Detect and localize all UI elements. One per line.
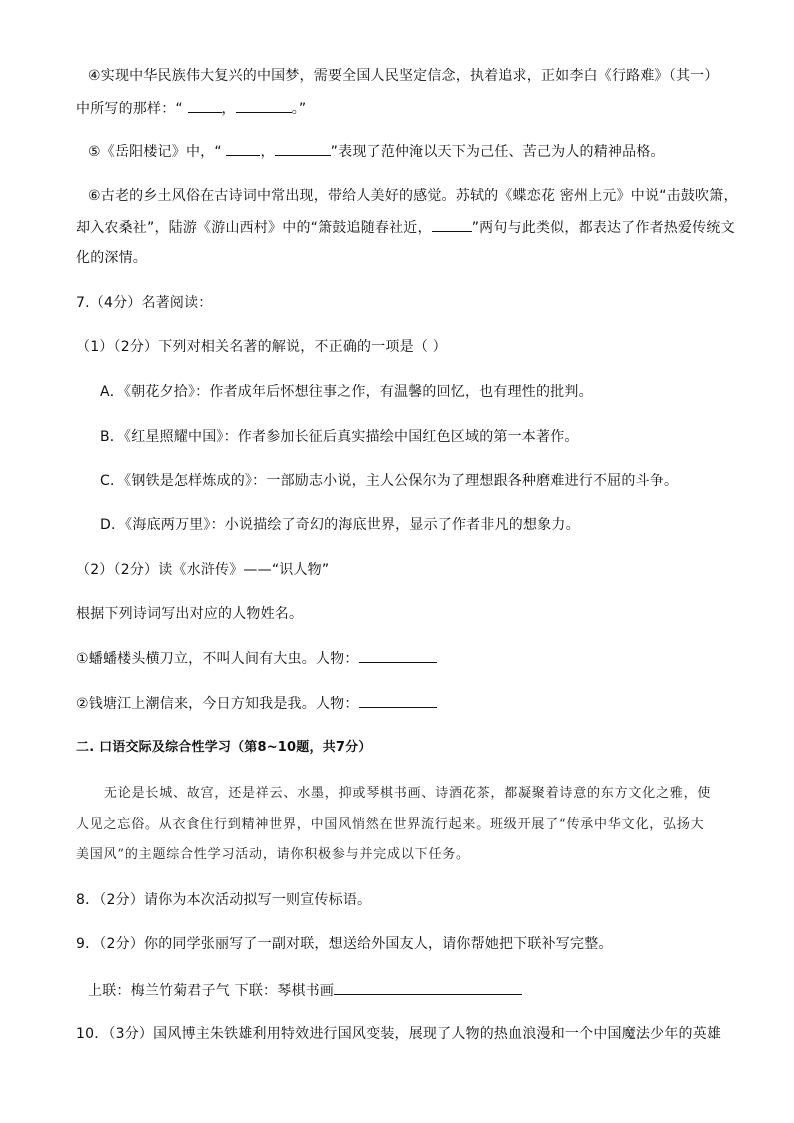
q10-stem: 10．（3分）国风博主朱铁雄利用特效进行国风变装，展现了人物的热血浪漫和一个中国魔法少年的英雄: [76, 1026, 722, 1042]
answer-blank[interactable]: [188, 98, 222, 113]
q8-stem: 8．（2分）请你为本次活动拟写一则宣传标语。: [76, 892, 372, 908]
couplet-line: 上联：梅兰竹菊君子气 下联：琴棋书画: [88, 980, 522, 1001]
answer-blank[interactable]: [334, 980, 522, 995]
q6-item5: ⑤《岳阳楼记》中，“ ， ”表现了范仲淹以天下为己任、苦己为人的精神品格。: [88, 141, 665, 162]
q9-stem: 9．（2分）你的同学张丽写了一副对联，想送给外国友人，请你帮她把下联补写完整。: [76, 936, 613, 952]
q6-item6-line1: ⑥古老的乡土风俗在古诗词中常出现，带给人美好的感觉。苏轼的《蝶恋花 密州上元》中说“击鼓吹箫，: [88, 188, 738, 204]
passage-line1: 无论是长城、故宫，还是祥云、水墨，抑或琴棋书画、诗酒花茶，都凝聚着诗意的东方文化之雅，使: [104, 786, 712, 801]
q7-part2-instruction: 根据下列诗词写出对应的人物姓名。: [76, 606, 304, 622]
answer-blank[interactable]: [226, 141, 260, 156]
q6-item4-pre: 中所写的那样：“: [76, 101, 188, 117]
q7-part2-item1: ①蟠蟠楼头横刀立，不叫人间有大虫。人物：: [76, 648, 437, 669]
q7-option-d[interactable]: D．《海底两万里》：小说描绘了奇幻的海底世界，显示了作者非凡的想象力。: [100, 517, 580, 533]
q7-part1-stem: （1）（2分）下列对相关名著的解说，不正确的一项是（ ）: [76, 339, 447, 355]
answer-blank[interactable]: [359, 693, 437, 708]
q6-item4-line1: ④实现中华民族伟大复兴的中国梦，需要全国人民坚定信念，执着追求，正如李白《行路难》（其一）: [88, 68, 719, 84]
q7-header: 7.（4分）名著阅读：: [76, 295, 213, 311]
passage-line3: 美国风”的主题综合性学习活动，请你积极参与并完成以下任务。: [76, 847, 470, 862]
q6-item6-line2: 却入农桑社”，陆游《游山西村》中的“箫鼓追随春社近， ”两句与此类似，都表达了作者热爱传统文: [76, 217, 735, 238]
answer-blank[interactable]: [236, 98, 292, 113]
q7-option-b[interactable]: B．《红星照耀中国》：作者参加长征后真实描绘中国红色区域的第一本著作。: [100, 429, 579, 445]
q6-item6-line3: 化的深情。: [76, 250, 147, 266]
answer-blank[interactable]: [275, 141, 331, 156]
q7-option-a[interactable]: A．《朝花夕拾》：作者成年后怀想往事之作，有温馨的回忆，也有理性的批判。: [100, 384, 593, 400]
q6-item4-line2: 中所写的那样：“ ， 。”: [76, 98, 306, 119]
section2-title: 二. 口语交际及综合性学习（第8~10题，共7分）: [76, 740, 372, 755]
q7-part2-item2: ②钱塘江上潮信来，今日方知我是我。人物：: [76, 693, 437, 714]
q7-part2-stem: （2）（2分）读《水浒传》——“识人物”: [76, 562, 330, 578]
answer-blank[interactable]: [359, 648, 437, 663]
q7-option-c[interactable]: C．《钢铁是怎样炼成的》：一部励志小说，主人公保尔为了理想跟各种磨难进行不屈的斗争。: [100, 473, 679, 489]
answer-blank[interactable]: [432, 217, 472, 232]
passage-line2: 人见之忘俗。从衣食住行到精神世界，中国风悄然在世界流行起来。班级开展了“传承中华文化，弘扬大: [76, 817, 705, 832]
